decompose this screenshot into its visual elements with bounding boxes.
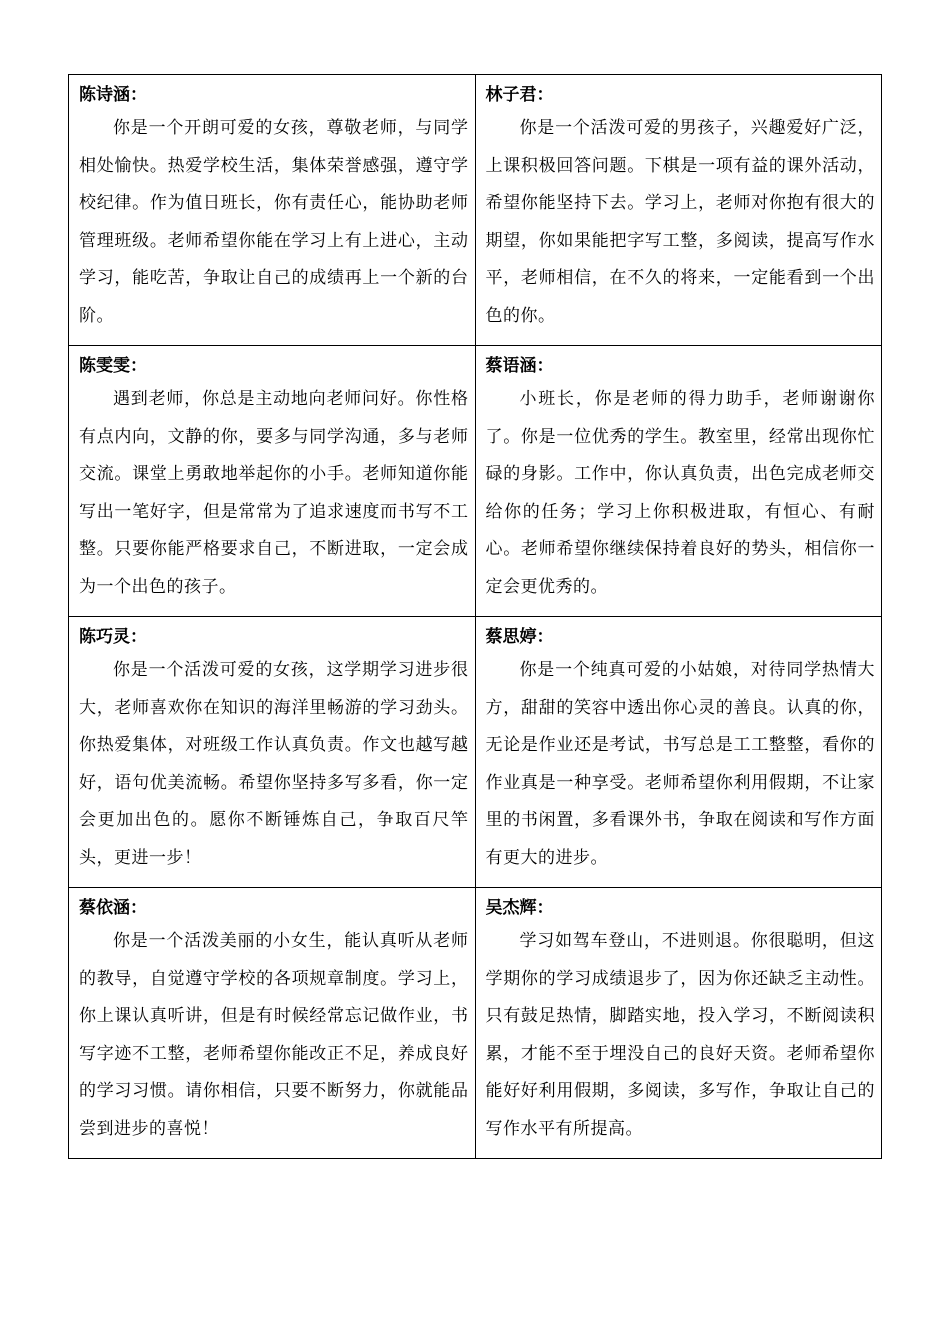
student-name: 吴杰辉：	[485, 898, 554, 918]
comment-text: 你是一个纯真可爱的小姑娘，对待同学热情大方，甜甜的笑容中透出你心灵的善良。认真的你，无论是作业还是考试，书写总是工工整整，看你的作业真是一种享受。老师希望你利用假期，不让家里的书闲置，多看课外书，争取在阅读和写作方面有更大的进步。	[485, 660, 875, 868]
student-name: 蔡依涵：	[79, 898, 147, 918]
table-row	[69, 617, 882, 888]
student-name: 陈巧灵：	[79, 627, 147, 647]
comment-cell	[69, 75, 476, 346]
student-comments-table	[68, 74, 882, 1159]
comment-text: 你是一个活泼可爱的男孩子，兴趣爱好广泛，上课积极回答问题。下棋是一项有益的课外活动，希望你能坚持下去。学习上，老师对你抱有很大的期望，你如果能把字写工整，多阅读，提高写作水平，老师相信，在不久的将来，一定能看到一个出色的你。	[485, 118, 875, 326]
table-row	[69, 888, 882, 1159]
comment-cell	[69, 888, 476, 1159]
comment-cell	[69, 346, 476, 617]
student-name: 蔡语涵：	[485, 356, 554, 376]
comment-cell	[475, 617, 882, 888]
comment-text: 你是一个开朗可爱的女孩，尊敬老师，与同学相处愉快。热爱学校生活，集体荣誉感强，遵守学校纪律。作为值日班长，你有责任心，能协助老师管理班级。老师希望你能在学习上有上进心，主动学习，能吃苦，争取让自己的成绩再上一个新的台阶。	[79, 118, 469, 326]
student-name: 陈雯雯：	[79, 356, 147, 376]
comment-cell	[475, 346, 882, 617]
student-name: 蔡思婷：	[485, 627, 554, 647]
student-name: 陈诗涵：	[79, 85, 147, 105]
comment-cell	[475, 888, 882, 1159]
comment-text: 遇到老师，你总是主动地向老师问好。你性格有点内向，文静的你，要多与同学沟通，多与老师交流。课堂上勇敢地举起你的小手。老师知道你能写出一笔好字，但是常常为了追求速度而书写不工整。只要你能严格要求自己，不断进取，一定会成为一个出色的孩子。	[79, 389, 469, 597]
student-name: 林子君：	[485, 85, 554, 105]
comment-cell	[475, 75, 882, 346]
comment-text: 你是一个活泼美丽的小女生，能认真听从老师的教导，自觉遵守学校的各项规章制度。学习上，你上课认真听讲，但是有时候经常忘记做作业，书写字迹不工整，老师希望你能改正不足，养成良好的学习习惯。请你相信，只要不断努力，你就能品尝到进步的喜悦！	[79, 931, 469, 1139]
comment-text: 学习如驾车登山，不进则退。你很聪明，但这学期你的学习成绩退步了，因为你还缺乏主动性。只有鼓足热情，脚踏实地，投入学习，不断阅读积累，才能不至于埋没自己的良好天资。老师希望你能好好利用假期，多阅读，多写作，争取让自己的写作水平有所提高。	[485, 931, 875, 1139]
table-row	[69, 75, 882, 346]
comment-text: 你是一个活泼可爱的女孩，这学期学习进步很大，老师喜欢你在知识的海洋里畅游的学习劲头。你热爱集体，对班级工作认真负责。作文也越写越好，语句优美流畅。希望你坚持多写多看，你一定会更加出色的。愿你不断锤炼自己，争取百尺竿头，更进一步！	[79, 660, 469, 868]
comment-text: 小班长，你是老师的得力助手，老师谢谢你了。你是一位优秀的学生。教室里，经常出现你忙碌的身影。工作中，你认真负责，出色完成老师交给你的任务；学习上你积极进取，有恒心、有耐心。老师希望你继续保持着良好的势头，相信你一定会更优秀的。	[485, 389, 875, 597]
comment-cell	[69, 617, 476, 888]
table-row	[69, 346, 882, 617]
